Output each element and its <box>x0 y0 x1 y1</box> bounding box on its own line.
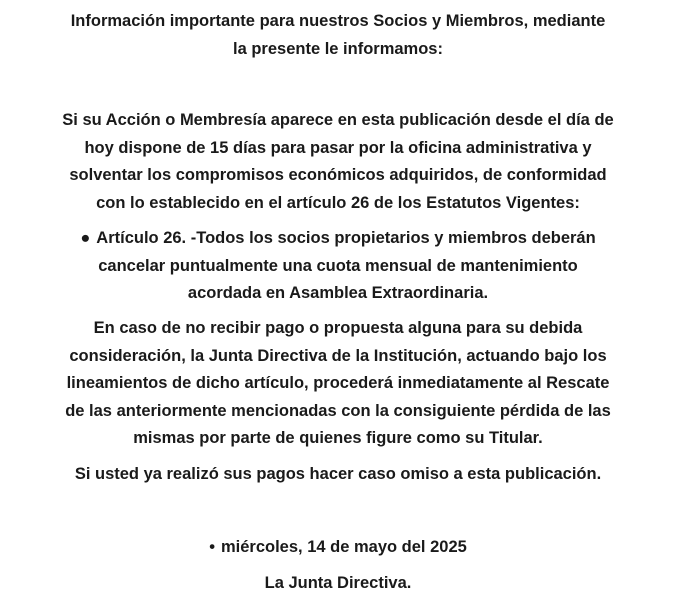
intro-line: Información importante para nuestros Socios y Miembros, mediante <box>70 12 606 30</box>
notice-paragraph <box>30 107 646 217</box>
ignore-notice <box>30 461 646 489</box>
intro-line: la presente le informamos: <box>233 39 443 58</box>
consequence-paragraph <box>30 315 646 453</box>
bullet-icon: • <box>209 538 215 556</box>
notice-line: con lo establecido en el artículo 26 de los Estatutos Vigentes: <box>96 193 580 212</box>
consequence-line: de las anteriormente mencionadas con la consiguiente pérdida de las <box>65 401 611 420</box>
signature-text: La Junta Directiva. <box>264 574 412 592</box>
notice-line: hoy dispone de 15 días para pasar por la oficina administrativa y <box>84 138 592 157</box>
notice-line: Si su Acción o Membresía aparece en esta publicación desde el día de <box>62 111 614 129</box>
date-line <box>30 534 646 562</box>
article-line: acordada en Asamblea Extraordinaria. <box>187 284 489 302</box>
consequence-line: lineamientos de dicho artículo, procederá inmediatamente al Rescate <box>66 374 610 392</box>
date-text: miércoles, 14 de mayo del 2025 <box>220 538 467 556</box>
publication-date <box>30 534 646 562</box>
article-text: Artículo 26. -Todos los socios propietarios y miembros deberán <box>96 229 596 247</box>
consequence-line: mismas por parte de quienes figure como su Titular. <box>133 429 543 447</box>
consequence-line: En caso de no recibir pago o propuesta alguna para su debida <box>93 319 583 337</box>
article-line <box>30 225 646 253</box>
article-26-paragraph <box>30 225 646 308</box>
article-line: cancelar puntualmente una cuota mensual de mantenimiento <box>98 256 578 275</box>
notice-line: solventar los compromisos económicos adquiridos, de conformidad <box>69 166 607 184</box>
ignore-text: Si usted ya realizó sus pagos hacer caso omiso a esta publicación. <box>74 465 602 483</box>
signature <box>30 570 646 598</box>
bullet-icon: ● <box>80 229 91 247</box>
intro-paragraph <box>30 8 646 63</box>
consequence-line: consideración, la Junta Directiva de la Institución, actuando bajo los <box>69 346 607 365</box>
